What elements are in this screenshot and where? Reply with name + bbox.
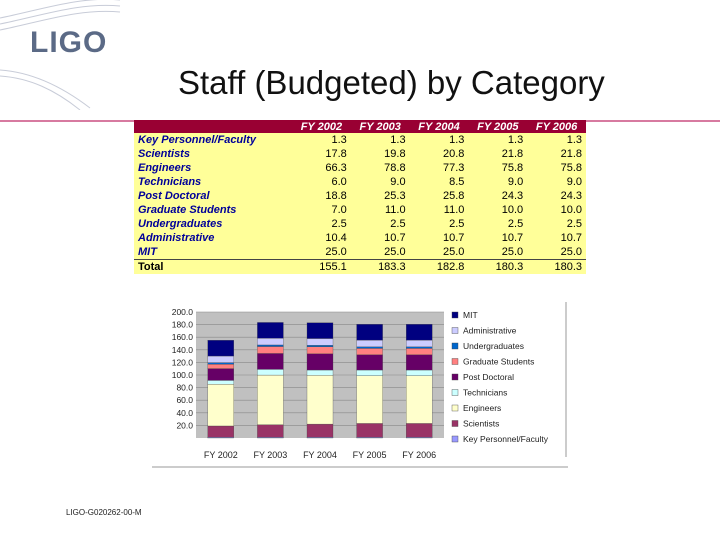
bar-segment (357, 370, 383, 376)
chart-svg (152, 302, 568, 470)
legend-swatch (452, 390, 458, 396)
bar-segment (307, 339, 333, 346)
y-tick-label: 60.0 (176, 395, 193, 406)
bar-segment (257, 369, 283, 375)
bar-segment (208, 380, 234, 384)
bar-segment (307, 375, 333, 424)
cell-value: 11.0 (385, 204, 406, 216)
bar-segment (307, 323, 333, 339)
cell-value: 25.8 (442, 190, 465, 202)
cell-value: 2.5 (507, 218, 524, 230)
cell-value: 25.0 (442, 246, 465, 258)
cell-value: 75.8 (501, 162, 524, 174)
bar-segment (406, 347, 432, 349)
row-label: Undergraduates (138, 218, 223, 230)
cell-value: 7.0 (331, 204, 347, 216)
bar-segment (357, 348, 383, 354)
x-tick-label: FY 2002 (203, 450, 238, 460)
legend-swatch (452, 343, 458, 349)
cell-value: 182.8 (410, 260, 469, 275)
row-label: Scientists (138, 148, 190, 160)
cell-value: 17.8 (325, 148, 347, 160)
cell-value: 10.4 (325, 232, 347, 244)
cell-value: 2.5 (449, 218, 465, 230)
x-tick-label: FY 2006 (402, 450, 437, 460)
cell-value: 2.5 (566, 218, 582, 230)
cell-value: 1.3 (449, 134, 465, 146)
bar-segment (406, 376, 432, 424)
cell-value: 8.5 (449, 176, 465, 188)
cell-value: 1.3 (507, 134, 524, 146)
bar-segment (257, 353, 283, 369)
legend-swatch (452, 436, 458, 442)
bar-segment (307, 354, 333, 370)
bar-segment (357, 423, 383, 437)
cell-value: 2.5 (331, 218, 347, 230)
bar-segment (406, 340, 432, 347)
bar-segment (406, 370, 432, 376)
y-tick-label: 160.0 (171, 332, 193, 343)
x-tick-label: FY 2003 (253, 450, 288, 460)
cell-value: 77.3 (442, 162, 465, 174)
cell-value: 10.7 (560, 232, 582, 244)
legend-label: Key Personnel/Faculty (463, 434, 549, 444)
legend-label: MIT (463, 310, 478, 320)
x-tick-label: FY 2004 (303, 450, 337, 460)
bar-segment (307, 424, 333, 437)
row-label: Graduate Students (138, 204, 237, 216)
bar-segment (406, 423, 432, 437)
legend-label: Graduate Students (463, 356, 535, 367)
table-row (134, 217, 586, 231)
table-header-row (134, 120, 586, 133)
legend-label: Undergraduates (463, 341, 524, 351)
cell-value: 180.3 (468, 260, 527, 275)
cell-value: 25.0 (560, 246, 582, 258)
bar-segment (406, 324, 432, 340)
bar-segment (257, 322, 283, 338)
y-tick-label: 20.0 (176, 420, 193, 431)
slide-title: Staff (Budgeted) by Category (178, 64, 605, 101)
bar-segment (257, 425, 283, 437)
legend-swatch (452, 359, 458, 365)
row-label: Administrative (138, 232, 215, 244)
y-tick-label: 40.0 (176, 407, 193, 418)
table-row (134, 189, 586, 203)
legend-swatch (452, 405, 458, 411)
bar-segment (208, 384, 234, 426)
row-label: Engineers (138, 162, 192, 174)
bar-segment (307, 347, 333, 354)
bar-segment (257, 375, 283, 425)
cell-value: 10.7 (442, 232, 465, 244)
bar-segment (307, 345, 333, 347)
document-id: LIGO-G020262-00-M (66, 508, 142, 517)
y-tick-label: 200.0 (171, 307, 193, 317)
bar-segment (357, 340, 383, 347)
cell-value: 24.3 (560, 190, 582, 202)
bar-segment (208, 426, 234, 437)
y-tick-label: 180.0 (171, 319, 193, 330)
cell-value: 180.3 (527, 260, 586, 275)
table-row (134, 245, 586, 260)
legend-label: Scientists (463, 418, 500, 429)
header-cell: FY 2002 (292, 120, 351, 133)
cell-value: 24.3 (501, 190, 524, 202)
bar-segment (208, 363, 234, 365)
cell-value: 10.7 (384, 232, 406, 244)
legend-swatch (452, 374, 458, 380)
cell-value: 21.8 (501, 148, 524, 160)
cell-value: 1.3 (331, 134, 347, 146)
cell-value: 155.1 (292, 260, 351, 275)
header-cell (134, 120, 292, 133)
legend-label: Post Doctoral (463, 372, 515, 382)
cell-value: 66.3 (325, 162, 347, 174)
header-cell: FY 2004 (410, 120, 469, 133)
cell-value: 9.0 (390, 176, 406, 188)
row-label: Key Personnel/Faculty (138, 134, 256, 146)
cell-value: 20.8 (442, 148, 465, 160)
cell-value: 1.3 (566, 134, 582, 146)
bar-segment (208, 369, 234, 381)
row-label: MIT (138, 246, 157, 258)
bar-segment (357, 347, 383, 349)
cell-value: 75.8 (560, 162, 582, 174)
bar-segment (257, 345, 283, 347)
stacked-bar-chart (152, 302, 568, 470)
bar-segment (257, 347, 283, 354)
legend-swatch (452, 328, 458, 334)
legend-label: Administrative (463, 325, 517, 336)
bar-segment (357, 355, 383, 370)
bar-segment (357, 376, 383, 424)
legend-label: Technicians (463, 387, 508, 398)
ligo-logo: LIGO (30, 26, 108, 59)
cell-value: 1.3 (390, 134, 406, 146)
row-label: Technicians (138, 176, 202, 188)
cell-value: 10.0 (501, 204, 524, 216)
bar-segment (208, 356, 234, 363)
bar-segment (208, 340, 234, 356)
bar-segment (406, 348, 432, 354)
table-total-row (134, 260, 586, 275)
bar-segment (307, 370, 333, 375)
row-label: Total (134, 260, 292, 275)
bar-segment (257, 338, 283, 345)
table-row (134, 175, 586, 189)
table-row (134, 161, 586, 175)
bar-segment (406, 355, 432, 370)
header-cell: FY 2005 (468, 120, 527, 133)
y-tick-label: 100.0 (171, 370, 193, 380)
cell-value: 78.8 (384, 162, 406, 174)
bar-segment (357, 324, 383, 340)
cell-value: 6.0 (331, 176, 347, 188)
table-row (134, 231, 586, 245)
legend-swatch (452, 312, 458, 318)
cell-value: 25.0 (501, 246, 524, 258)
legend-label: Engineers (463, 403, 502, 413)
cell-value: 19.8 (384, 148, 406, 160)
cell-value: 183.3 (351, 260, 410, 275)
staff-table (134, 120, 586, 274)
cell-value: 9.0 (566, 176, 582, 188)
table-row (134, 203, 586, 217)
cell-value: 10.7 (501, 232, 524, 244)
x-tick-label: FY 2005 (352, 450, 387, 460)
header-cell: FY 2006 (527, 120, 586, 133)
cell-value: 25.0 (325, 246, 347, 258)
cell-value: 25.0 (384, 246, 406, 258)
cell-value: 9.0 (507, 176, 524, 188)
y-tick-label: 140.0 (171, 344, 193, 355)
cell-value: 11.0 (443, 204, 465, 216)
y-tick-label: 120.0 (171, 357, 193, 368)
header-cell: FY 2003 (351, 120, 410, 133)
cell-value: 2.5 (390, 218, 406, 230)
cell-value: 18.8 (325, 190, 347, 202)
table-row (134, 147, 586, 161)
row-label: Post Doctoral (138, 190, 210, 202)
legend-swatch (452, 421, 458, 427)
y-tick-label: 80.0 (176, 382, 193, 393)
cell-value: 25.3 (384, 190, 406, 202)
table-row (134, 133, 586, 147)
bar-segment (208, 364, 234, 368)
cell-value: 21.8 (560, 148, 582, 160)
cell-value: 10.0 (560, 204, 582, 216)
